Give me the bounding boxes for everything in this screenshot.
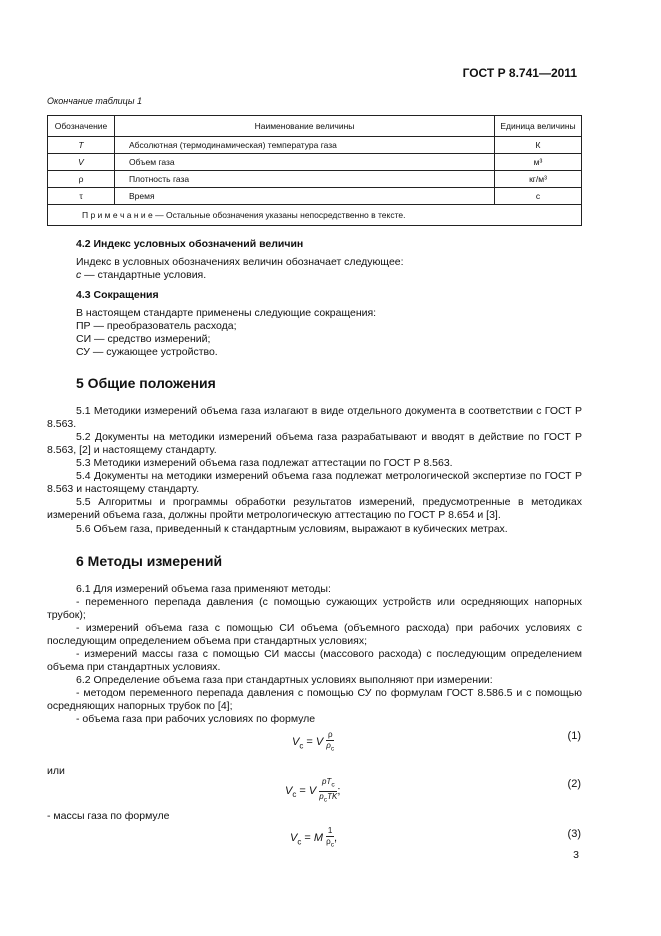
cell-name: Объем газа [115, 154, 495, 171]
fraction: $\frac{\rho}{\rho_c}$ [326, 730, 335, 753]
cell-name: Плотность газа [115, 171, 495, 188]
abbr-line: СУ — сужающее устройство. [76, 346, 218, 358]
cell-name: Время [115, 188, 495, 205]
fraction: $\frac{1}{\rho_c}$ [326, 826, 335, 849]
formula-3-number: (3) [567, 828, 581, 840]
section-4-2-title: 4.2 Индекс условных обозначений величин [76, 238, 304, 250]
abbr-line: В настоящем стандарте применены следующие сокращения: [76, 307, 377, 319]
conjunction-or: или [47, 765, 65, 777]
paragraph-6-1-item2: - измерений объема газа с помощью СИ объема (объемного расхода) при рабочих условиях с последующим определением объема при стандартных условиях; [47, 622, 582, 647]
cell-unit: с [495, 188, 582, 205]
paragraph-6-2-item1: - методом переменного перепада давления с помощью СУ по формулам ГОСТ 8.586.5 и с помощью осредняющих напорных трубок по [4]; [47, 687, 582, 712]
designations-table [47, 115, 582, 226]
section-5-title: 5 Общие положения [76, 375, 216, 391]
paragraph-6-1: 6.1 Для измерений объема газа применяют методы: [76, 583, 331, 595]
paragraph-5-2: 5.2 Документы на методики измерений объема газа разрабатывают и вводят в действие по ГОСТ Р 8.563, [2] и настоящему стандарту. [47, 431, 582, 456]
table-row [48, 137, 582, 154]
cell-symbol: T [48, 137, 115, 154]
paragraph-6-2-item2: - объема газа при рабочих условиях по формуле [76, 713, 316, 725]
page-number: 3 [573, 849, 579, 861]
abbr-line: СИ — средство измерений; [76, 333, 211, 345]
section-4-2-line2 [76, 269, 206, 282]
column-header-unit: Единица величины [495, 116, 582, 137]
abbr-line: ПР — преобразователь расхода; [76, 320, 237, 332]
paragraph-6-1-item3: - измерений массы газа с помощью СИ массы (массового расхода) с последующим определением объема при стандартных условиях. [47, 648, 582, 673]
cell-symbol: τ [48, 188, 115, 205]
paragraph-6-2: 6.2 Определение объема газа при стандартных условиях выполняют при измерении: [76, 674, 493, 686]
section-4-3-title: 4.3 Сокращения [76, 289, 159, 301]
table-caption: Окончание таблицы 1 [47, 96, 142, 106]
paragraph-5-1: 5.1 Методики измерений объема газа излагают в виде отдельного документа в соответствии с ГОСТ Р 8.563. [47, 405, 582, 430]
paragraph-5-5: 5.5 Алгоритмы и программы обработки результатов измерений, предусмотренные в методиках измерений объема газа, должны пройти метрологическую аттестацию по ГОСТ Р 8.654 и [3]. [47, 496, 582, 521]
table-row [48, 171, 582, 188]
cell-unit: К [495, 137, 582, 154]
table-header-row [48, 116, 582, 137]
formula-1: $V_c = V$ $\frac{\rho}{\rho_c}$ [292, 730, 335, 753]
section-6-title: 6 Методы измерений [76, 553, 223, 569]
cell-symbol: ρ [48, 171, 115, 188]
paragraph-6-1-item1: - переменного перепада давления (с помощью сужающих устройств или осредняющих напорных трубок); [47, 596, 582, 621]
table-row [48, 188, 582, 205]
document-code-header: ГОСТ Р 8.741—2011 [462, 66, 577, 80]
paragraph-5-6: 5.6 Объем газа, приведенный к стандартным условиям, выражают в кубических метрах. [76, 523, 508, 535]
formula-1-number: (1) [567, 730, 581, 742]
column-header-name: Наименование величины [115, 116, 495, 137]
table-note-row [48, 205, 582, 226]
section-4-2-line1: Индекс в условных обозначениях величин обозначает следующее: [76, 256, 404, 268]
index-symbol: с [76, 269, 82, 281]
index-description: — стандартные условия. [81, 269, 207, 281]
cell-unit: кг/м³ [495, 171, 582, 188]
paragraph-5-3: 5.3 Методики измерений объема газа подлежат аттестации по ГОСТ Р 8.563. [76, 457, 453, 469]
cell-symbol: V [48, 154, 115, 171]
table-row [48, 154, 582, 171]
fraction: $\frac{pT_c}{p_cTK}$ [319, 777, 338, 804]
table-note: П р и м е ч а н и е — Остальные обозначения указаны непосредственно в тексте. [48, 205, 582, 226]
formula-2-number: (2) [567, 778, 581, 790]
paragraph-6-2-item3: - массы газа по формуле [47, 810, 170, 822]
formula-2: $V_c = V$ $\frac{pT_c}{p_cTK}$ ; [285, 777, 341, 804]
paragraph-5-4: 5.4 Документы на методики измерений объема газа подлежат метрологической экспертизе по ГОСТ Р 8.563 и настоящему стандарту. [47, 470, 582, 495]
formula-3: $V_c = M$ $\frac{1}{\rho_c}$ , [290, 826, 338, 849]
cell-unit: м³ [495, 154, 582, 171]
column-header-symbol: Обозначение [48, 116, 115, 137]
cell-name: Абсолютная (термодинамическая) температура газа [115, 137, 495, 154]
